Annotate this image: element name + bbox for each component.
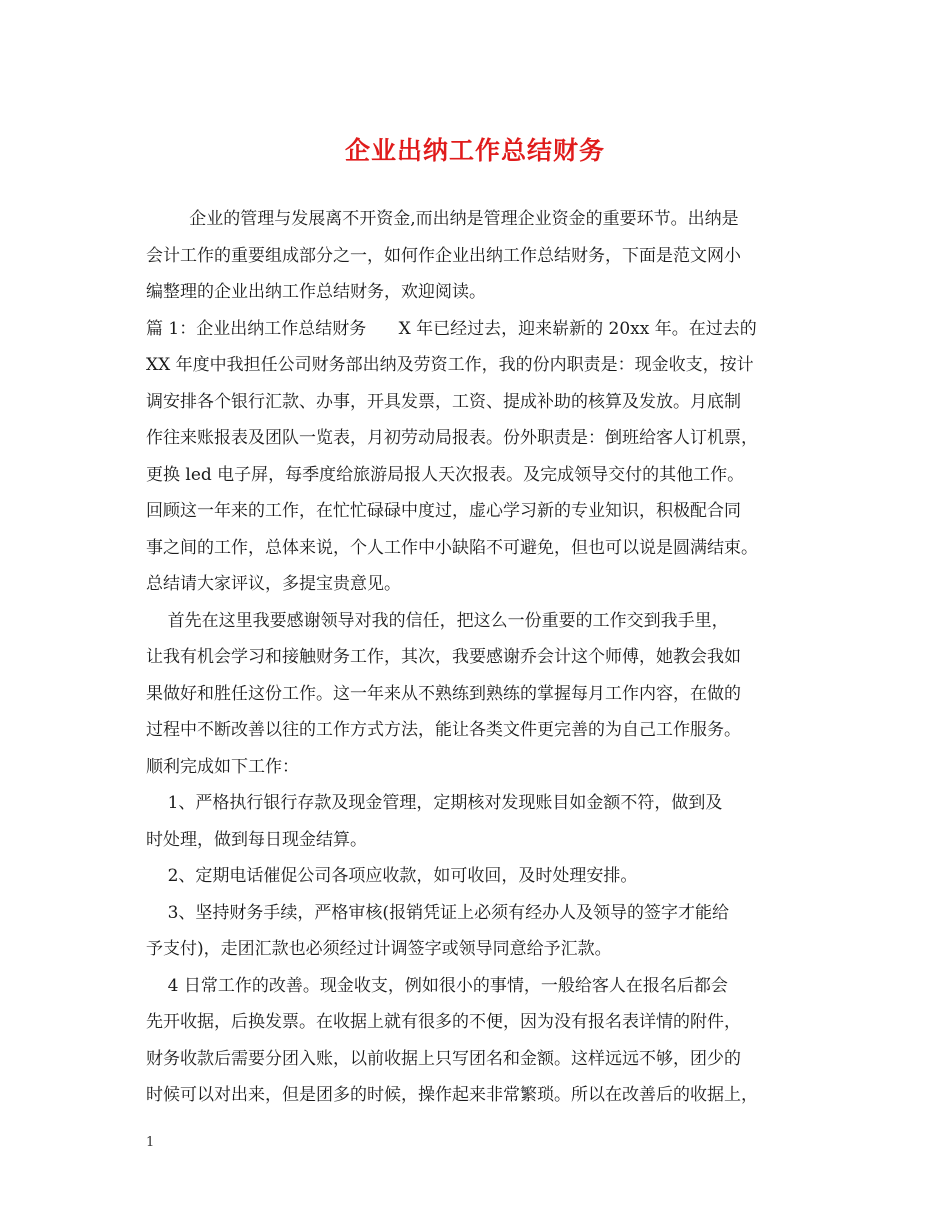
body-text-line: 财务收款后需要分团入账，以前收据上只写团名和金额。这样远远不够，团少的 <box>146 1048 741 1069</box>
body-text-line: 果做好和胜任这份工作。这一年来从不熟练到熟练的掌握每月工作内容，在做的 <box>146 683 741 704</box>
body-text-line: 2、定期电话催促公司各项应收款，如可收回，及时处理安排。 <box>146 866 638 886</box>
body-text-line: 总结请大家评议，多提宝贵意见。 <box>146 574 401 594</box>
body-text-line: 让我有机会学习和接触财务工作，其次，我要感谢乔会计这个师傅，她教会我如 <box>146 647 741 667</box>
body-text-line: 予支付)，走团汇款也必须经过计调签字或领导同意给予汇款。 <box>146 939 612 959</box>
document-title: 企业出纳工作总结财务 <box>344 136 605 165</box>
body-text-line: 篇 1：企业出纳工作总结财务 X 年已经过去，迎来崭新的 20xx 年。在过去的 <box>146 318 757 339</box>
body-text-line: 企业的管理与发展离不开资金,而出纳是管理企业资金的重要环节。出纳是 <box>146 209 739 229</box>
body-text-line: 调安排各个银行汇款、办事，开具发票，工资、提成补助的核算及发放。月底制 <box>146 391 741 412</box>
body-text-line: 事之间的工作，总体来说，个人工作中小缺陷不可避免，但也可以说是圆满结束。 <box>146 537 758 558</box>
body-text-line: 1、严格执行银行存款及现金管理，定期核对发现账目如金额不符，做到及 <box>146 793 723 813</box>
body-text-line: 首先在这里我要感谢领导对我的信任，把这么一份重要的工作交到我手里， <box>146 610 729 631</box>
body-text-line: XX 年度中我担任公司财务部出纳及劳资工作，我的份内职责是：现金收支，按计 <box>146 355 754 375</box>
page-number: 1 <box>146 1135 155 1150</box>
body-text-line: 编整理的企业出纳工作总结财务，欢迎阅读。 <box>146 282 486 302</box>
body-text-line: 过程中不断改善以往的工作方式方法，能让各类文件更完善的为自己工作服务。 <box>146 720 741 740</box>
body-text-line: 回顾这一年来的工作，在忙忙碌碌中度过，虚心学习新的专业知识，积极配合同 <box>146 501 741 521</box>
body-text-line: 先开收据，后换发票。在收据上就有很多的不便，因为没有报名表详情的附件， <box>146 1012 741 1032</box>
body-text-line: 3、坚持财务手续，严格审核(报销凭证上必须有经办人及领导的签字才能给 <box>146 902 730 923</box>
body-text-line: 时处理，做到每日现金结算。 <box>146 829 367 850</box>
body-text-line: 顺利完成如下工作： <box>146 756 299 777</box>
body-text-line: 更换 led 电子屏，每季度给旅游局报人天次报表。及完成领导交付的其他工作。 <box>146 464 745 485</box>
body-text-line: 时候可以对出来，但是团多的时候，操作起来非常繁琐。所以在改善后的收据上， <box>146 1085 758 1105</box>
body-text-line: 4 日常工作的改善。现金收支，例如很小的事情，一般给客人在报名后都会 <box>146 975 728 996</box>
body-text-line: 作往来账报表及团队一览表，月初劳动局报表。份外职责是：倒班给客人订机票， <box>146 428 758 448</box>
body-text-line: 会计工作的重要组成部分之一，如何作企业出纳工作总结财务，下面是范文网小 <box>146 245 741 266</box>
